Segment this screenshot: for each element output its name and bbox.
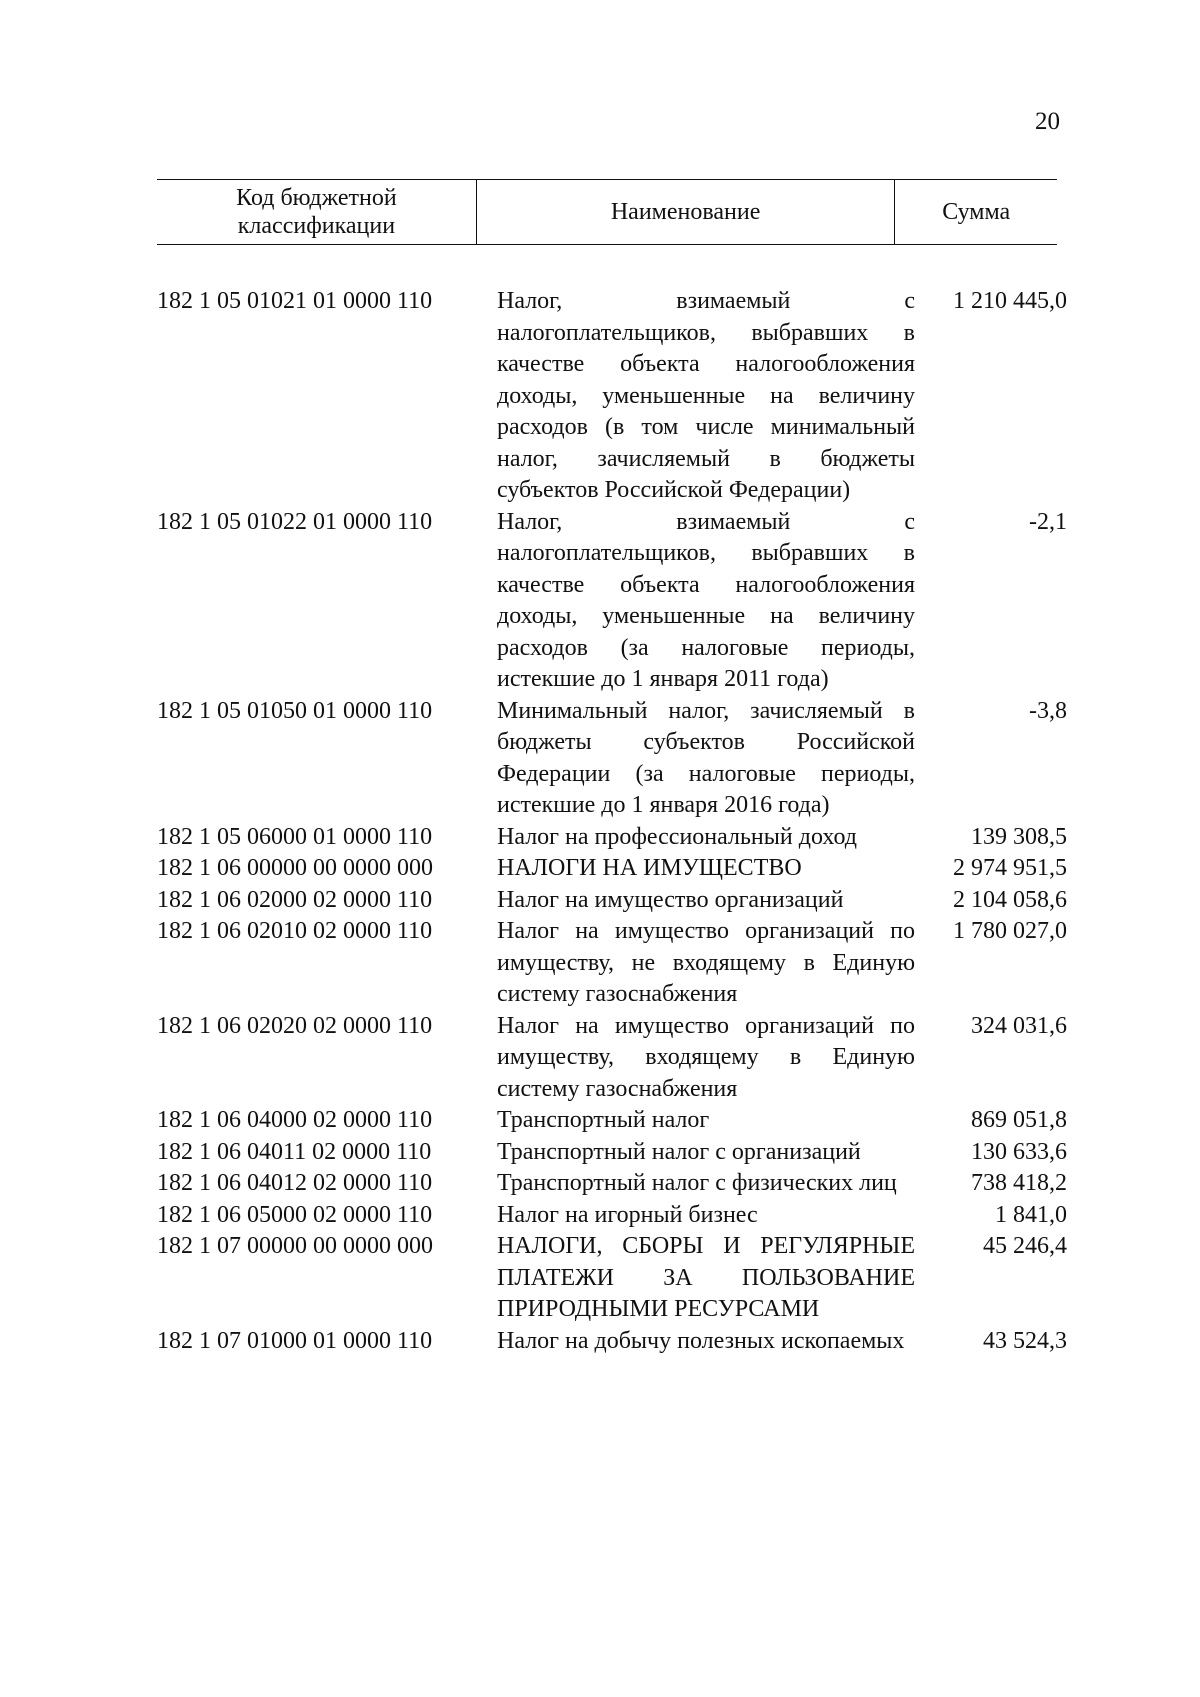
row-amount: 869 051,8 <box>971 1107 1067 1133</box>
header-amount: Сумма <box>895 180 1057 245</box>
row-amount: 738 418,2 <box>971 1170 1067 1196</box>
table-row <box>157 696 1067 822</box>
row-code: 182 1 06 02010 02 0000 110 <box>157 918 433 944</box>
table-row <box>157 1200 1067 1232</box>
row-amount: 139 308,5 <box>971 823 1067 850</box>
table-row <box>157 885 1067 917</box>
row-code: 182 1 05 06000 01 0000 110 <box>157 823 433 850</box>
row-name: Налог на имущество организаций <box>497 886 844 913</box>
row-name: Налог на имущество организаций по имуществу, входящему в Единую систему газоснабжения <box>497 1012 915 1102</box>
table-row <box>157 507 1067 696</box>
row-amount: 1 841,0 <box>995 1201 1067 1228</box>
table-row <box>157 1105 1067 1137</box>
row-name: Налог, взимаемый с налогоплательщиков, выбравших в качестве объекта налогообложения доходы, уменьшенные на величину расходов (в том числе минимальный налог, зачисляемый в бюджеты субъектов Российской Федерации) <box>497 288 915 503</box>
table-row <box>157 1231 1067 1326</box>
row-amount: 130 633,6 <box>971 1138 1067 1165</box>
row-amount: 2 974 951,5 <box>953 855 1067 881</box>
row-name: НАЛОГИ, СБОРЫ И РЕГУЛЯРНЫЕ ПЛАТЕЖИ ЗА ПОЛЬЗОВАНИЕ ПРИРОДНЫМИ РЕСУРСАМИ <box>497 1233 915 1322</box>
row-name: Налог, взимаемый с налогоплательщиков, выбравших в качестве объекта налогообложения доходы, уменьшенные на величину расходов (за налоговые периоды, истекшие до 1 января 2011 года) <box>497 508 915 692</box>
row-amount: 324 031,6 <box>971 1012 1067 1039</box>
row-name: Транспортный налог с организаций <box>497 1138 861 1165</box>
row-code: 182 1 07 01000 01 0000 110 <box>157 1327 433 1354</box>
row-code: 182 1 06 04012 02 0000 110 <box>157 1170 433 1196</box>
row-name: Налог на добычу полезных ископаемых <box>497 1327 905 1354</box>
row-code: 182 1 06 04000 02 0000 110 <box>157 1107 433 1133</box>
row-name: Минимальный налог, зачисляемый в бюджеты субъектов Российской Федерации (за налоговые периоды, истекшие до 1 января 2016 года) <box>497 697 915 818</box>
row-name: Налог на профессиональный доход <box>497 823 857 850</box>
row-amount: -3,8 <box>1029 697 1067 724</box>
row-code: 182 1 06 02020 02 0000 110 <box>157 1012 433 1039</box>
header-name: Наименование <box>476 180 894 245</box>
row-amount: 1 780 027,0 <box>953 918 1067 944</box>
row-code: 182 1 05 01050 01 0000 110 <box>157 697 433 724</box>
row-code: 182 1 05 01022 01 0000 110 <box>157 508 433 535</box>
page-number: 20 <box>1035 108 1060 135</box>
row-name: Транспортный налог <box>497 1107 710 1133</box>
row-code: 182 1 06 00000 00 0000 000 <box>157 855 433 881</box>
row-amount: 45 246,4 <box>983 1233 1067 1259</box>
row-amount: -2,1 <box>1029 508 1067 535</box>
table-row <box>157 1326 1067 1358</box>
row-amount: 1 210 445,0 <box>953 288 1067 314</box>
table-row <box>157 286 1067 507</box>
table-row <box>157 1011 1067 1106</box>
row-amount: 2 104 058,6 <box>953 886 1067 913</box>
table-header <box>157 179 1057 245</box>
table-row <box>157 1168 1067 1200</box>
header-code: Код бюджетной классификации <box>157 180 476 245</box>
row-code: 182 1 05 01021 01 0000 110 <box>157 288 433 314</box>
table-row <box>157 1137 1067 1169</box>
row-code: 182 1 07 00000 00 0000 000 <box>157 1233 433 1259</box>
row-code: 182 1 06 04011 02 0000 110 <box>157 1138 432 1165</box>
row-code: 182 1 06 02000 02 0000 110 <box>157 886 433 913</box>
row-code: 182 1 06 05000 02 0000 110 <box>157 1201 433 1228</box>
row-name: Налог на имущество организаций по имуществу, не входящему в Единую систему газоснабжения <box>497 918 915 1007</box>
table-row <box>157 853 1067 885</box>
row-name: Транспортный налог с физических лиц <box>497 1170 897 1196</box>
row-name: Налог на игорный бизнес <box>497 1201 758 1228</box>
table-row <box>157 822 1067 854</box>
row-name: НАЛОГИ НА ИМУЩЕСТВО <box>497 855 802 881</box>
table-body <box>157 286 1067 1357</box>
row-amount: 43 524,3 <box>983 1327 1067 1354</box>
table-row <box>157 916 1067 1011</box>
